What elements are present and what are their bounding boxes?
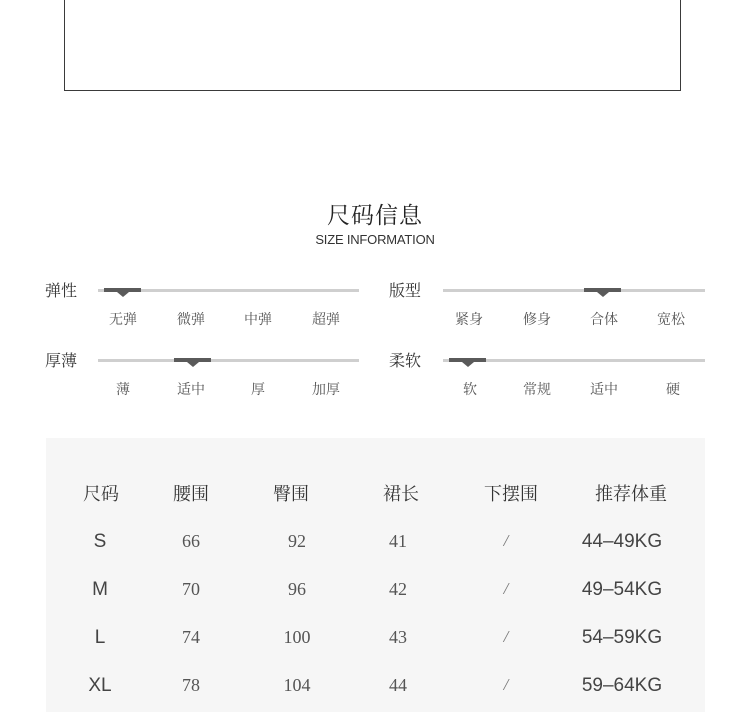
scale-option: 超弹 [312,312,340,328]
attribute-label: 柔软 [389,351,422,370]
scale-marker [584,288,621,292]
scale-option: 紧身 [455,312,483,328]
scale-option: 常规 [523,382,551,398]
section-title: 尺码信息 [327,203,423,229]
attribute-label: 弹性 [45,281,78,300]
scale-option: 适中 [177,382,205,398]
scale-track [98,359,359,362]
section-subtitle: SIZE INFORMATION [315,232,435,247]
hip-cell: 100 [283,627,311,647]
attribute-label: 厚薄 [45,351,78,370]
scale-marker [449,358,486,362]
column-header-hip: 臀围 [273,484,309,505]
size-table [46,438,705,712]
table-row [46,675,705,701]
length-cell: 42 [389,579,407,599]
weight-cell: 44–49KG [581,531,663,552]
hem-cell: / [503,579,509,598]
scale-track [443,289,705,292]
table-row [46,531,705,557]
table-row [46,627,705,653]
size-cell: L [94,627,106,648]
column-header-waist: 腰围 [173,484,209,505]
hem-cell: / [503,627,509,646]
image-frame [64,0,681,91]
column-header-recommended-weight: 推荐体重 [595,484,667,505]
hem-cell: / [503,531,509,550]
scale-option: 软 [463,382,477,398]
scale-marker [174,358,211,362]
hem-cell: / [503,675,509,694]
attribute-fit [389,278,709,338]
size-cell: M [92,579,108,600]
waist-cell: 78 [182,675,200,695]
column-header-skirt-length: 裙长 [383,484,419,505]
column-header-hem: 下摆围 [484,484,538,505]
attribute-elasticity [45,278,365,338]
size-cell: XL [88,675,112,696]
scale-option: 合体 [590,312,618,328]
waist-cell: 70 [182,579,200,599]
weight-cell: 59–64KG [581,675,663,696]
scale-option: 中弹 [244,312,272,328]
waist-cell: 74 [182,627,200,647]
scale-option: 加厚 [312,382,340,398]
scale-option: 薄 [116,382,130,398]
size-cell: S [93,531,107,552]
scale-option: 无弹 [109,312,137,328]
scale-option: 适中 [590,382,618,398]
scale-option: 修身 [523,312,551,328]
table-row [46,579,705,605]
scale-marker [104,288,141,292]
weight-cell: 54–59KG [581,627,663,648]
scale-option: 厚 [251,382,265,398]
length-cell: 41 [389,531,407,551]
length-cell: 44 [389,675,407,695]
scale-option: 宽松 [657,312,685,328]
attribute-thickness [45,348,365,408]
weight-cell: 49–54KG [581,579,663,600]
column-header-size: 尺码 [83,484,119,505]
waist-cell: 66 [182,531,200,551]
hip-cell: 92 [288,531,306,551]
hip-cell: 96 [288,579,306,599]
scale-option: 硬 [666,382,680,398]
scale-option: 微弹 [177,312,205,328]
attribute-softness [389,348,709,408]
length-cell: 43 [389,627,407,647]
hip-cell: 104 [283,675,311,695]
attribute-label: 版型 [389,281,422,300]
